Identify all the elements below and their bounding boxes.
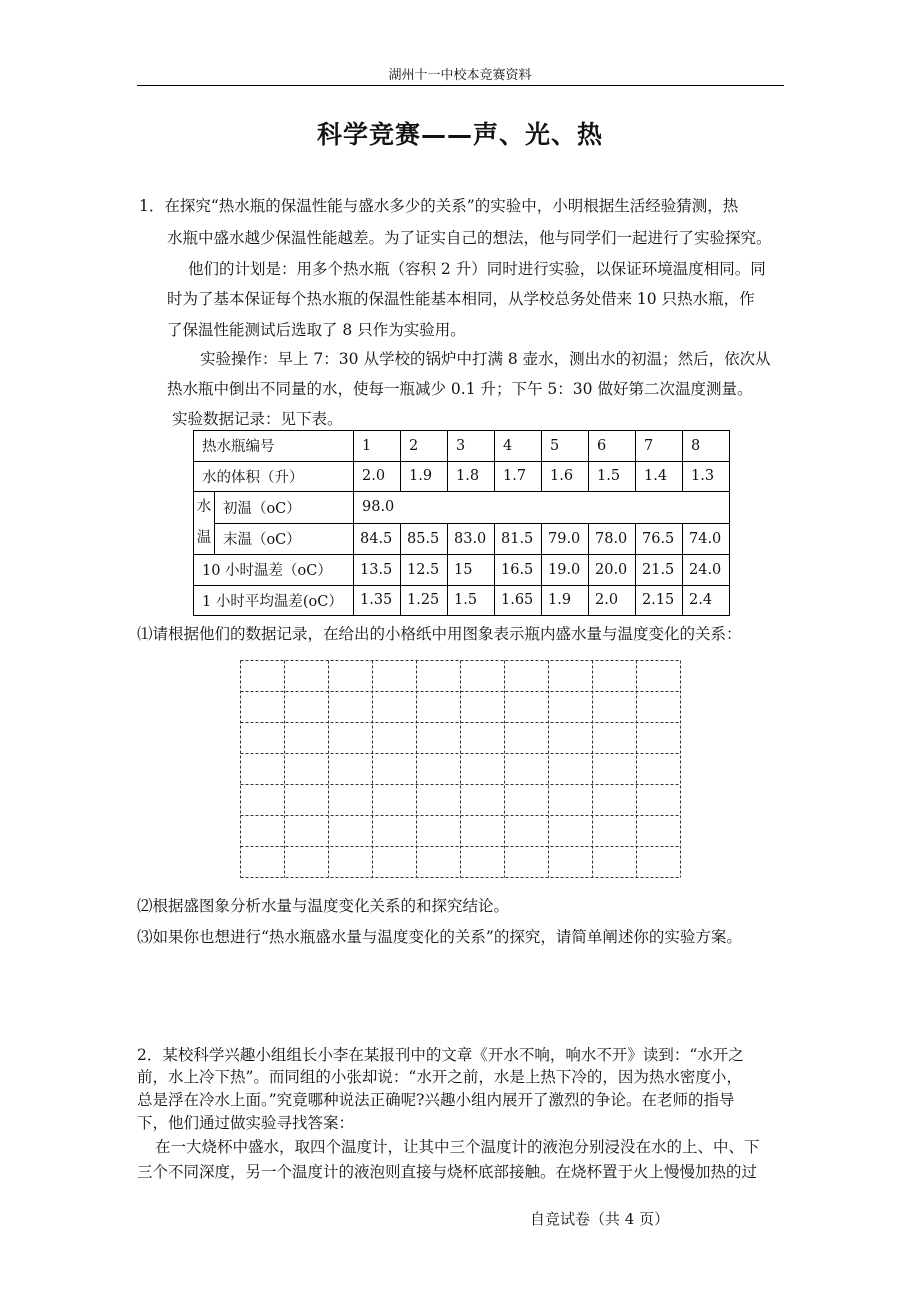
row-label-bottle: 热水瓶编号 [194, 431, 354, 462]
table-row [194, 585, 730, 616]
q1-sub-question-3: ⑶如果你也想进行“热水瓶盛水量与温度变化的关系”的探究，请简单阐述你的实验方案。 [137, 928, 742, 946]
table-cell: 2.4 [683, 585, 730, 616]
table-cell: 20.0 [589, 555, 636, 586]
table-cell: 81.5 [495, 523, 542, 555]
page-title: 科学竞赛——声、光、热 [316, 120, 603, 149]
table-cell: 15 [448, 555, 495, 586]
graph-paper-grid[interactable] [240, 660, 681, 878]
q2-line-4: 下，他们通过做实验寻找答案： [137, 1114, 355, 1132]
table-cell: 1 [354, 431, 401, 462]
page-header: 湖州十一中校本竞赛资料 [388, 68, 532, 83]
q1-line-8: 实验数据记录：见下表。 [172, 410, 343, 428]
table-cell: 1.5 [589, 461, 636, 492]
q1-sub-question-2: ⑵根据盛图象分析水量与温度变化关系的和探究结论。 [137, 897, 510, 915]
q1-line-3: 他们的计划是：用多个热水瓶（容积 2 升）同时进行实验，以保证环境温度相同。同 [188, 260, 766, 278]
q1-line-1: 1．在探究“热水瓶的保温性能与盛水多少的关系”的实验中，小明根据生活经验猜测，热 [139, 197, 739, 215]
row-label-final: 末温（oC） [214, 523, 353, 555]
q1-sub-question-1: ⑴请根据他们的数据记录，在给出的小格纸中用图象表示瓶内盛水量与温度变化的关系： [137, 625, 742, 643]
table-cell: 79.0 [542, 523, 589, 555]
table-cell: 1.25 [401, 585, 448, 616]
q2-line-5: 在一大烧杯中盛水，取四个温度计，让其中三个温度计的液泡分别浸没在水的上、中、下 [155, 1138, 760, 1156]
row-label-diff1: 1 小时平均温差(oC） [194, 585, 354, 616]
table-row [194, 555, 730, 586]
table-cell: 1.65 [495, 585, 542, 616]
q1-line-7: 热水瓶中倒出不同量的水，使每一瓶减少 0.1 升；下午 5：30 做好第二次温度测量。 [167, 380, 753, 398]
water-temp-label-2: 温 [196, 530, 212, 546]
table-cell: 1.35 [354, 585, 401, 616]
table-cell: 19.0 [542, 555, 589, 586]
table-cell: 1.9 [401, 461, 448, 492]
table-cell: 13.5 [354, 555, 401, 586]
table-cell: 1.9 [542, 585, 589, 616]
table-cell: 85.5 [401, 523, 448, 555]
table-cell: 8 [683, 431, 730, 462]
water-temp-label-1: 水 [196, 499, 212, 515]
table-row [194, 523, 730, 555]
table-cell: 16.5 [495, 555, 542, 586]
table-row [194, 461, 730, 492]
table-cell: 1.5 [448, 585, 495, 616]
table-cell: 4 [495, 431, 542, 462]
q1-line-6: 实验操作：早上 7：30 从学校的锅炉中打满 8 壶水，测出水的初温；然后，依次从 [200, 350, 771, 368]
table-cell: 21.5 [636, 555, 683, 586]
table-cell: 3 [448, 431, 495, 462]
q1-line-2: 水瓶中盛水越少保温性能越差。为了证实自己的想法，他与同学们一起进行了实验探究。 [167, 229, 772, 247]
table-cell: 2.0 [354, 461, 401, 492]
table-cell: 2 [401, 431, 448, 462]
water-temp-group-label [194, 492, 215, 555]
table-cell: 1.6 [542, 461, 589, 492]
table-cell: 74.0 [683, 523, 730, 555]
table-cell: 5 [542, 431, 589, 462]
q2-line-1: 2．某校科学兴趣小组组长小李在某报刊中的文章《开水不响，响水不开》读到：“水开之 [137, 1046, 744, 1064]
initial-temp-value: 98.0 [354, 492, 730, 524]
table-cell: 2.0 [589, 585, 636, 616]
table-row [194, 431, 730, 462]
table-cell: 1.3 [683, 461, 730, 492]
table-cell: 78.0 [589, 523, 636, 555]
q2-line-6: 三个不同深度，另一个温度计的液泡则直接与烧杯底部接触。在烧杯置于火上慢慢加热的过 [137, 1163, 758, 1181]
table-cell: 6 [589, 431, 636, 462]
data-table [193, 430, 730, 616]
row-label-initial: 初温（oC） [214, 492, 353, 524]
table-cell: 24.0 [683, 555, 730, 586]
table-cell: 1.4 [636, 461, 683, 492]
table-cell: 84.5 [354, 523, 401, 555]
row-label-diff10: 10 小时温差（oC） [194, 555, 354, 586]
table-cell: 76.5 [636, 523, 683, 555]
page-footer: 自竞试卷（共 4 页） [530, 1210, 670, 1228]
q2-line-3: 总是浮在冷水上面。”究竟哪种说法正确呢?兴趣小组内展开了激烈的争论。在老师的指导 [137, 1091, 735, 1109]
table-cell: 1.7 [495, 461, 542, 492]
table-row [194, 492, 730, 524]
table-cell: 2.15 [636, 585, 683, 616]
table-cell: 1.8 [448, 461, 495, 492]
table-cell: 12.5 [401, 555, 448, 586]
header-rule [137, 85, 784, 86]
q1-line-4: 时为了基本保证每个热水瓶的保温性能基本相同，从学校总务处借来 10 只热水瓶，作 [167, 290, 755, 308]
table-cell: 7 [636, 431, 683, 462]
row-label-volume: 水的体积（升） [194, 461, 354, 492]
q1-line-5: 了保温性能测试后选取了 8 只作为实验用。 [167, 321, 466, 339]
q2-line-2: 前，水上冷下热”。而同组的小张却说：“水开之前，水是上热下冷的，因为热水密度小， [137, 1068, 742, 1086]
table-cell: 83.0 [448, 523, 495, 555]
